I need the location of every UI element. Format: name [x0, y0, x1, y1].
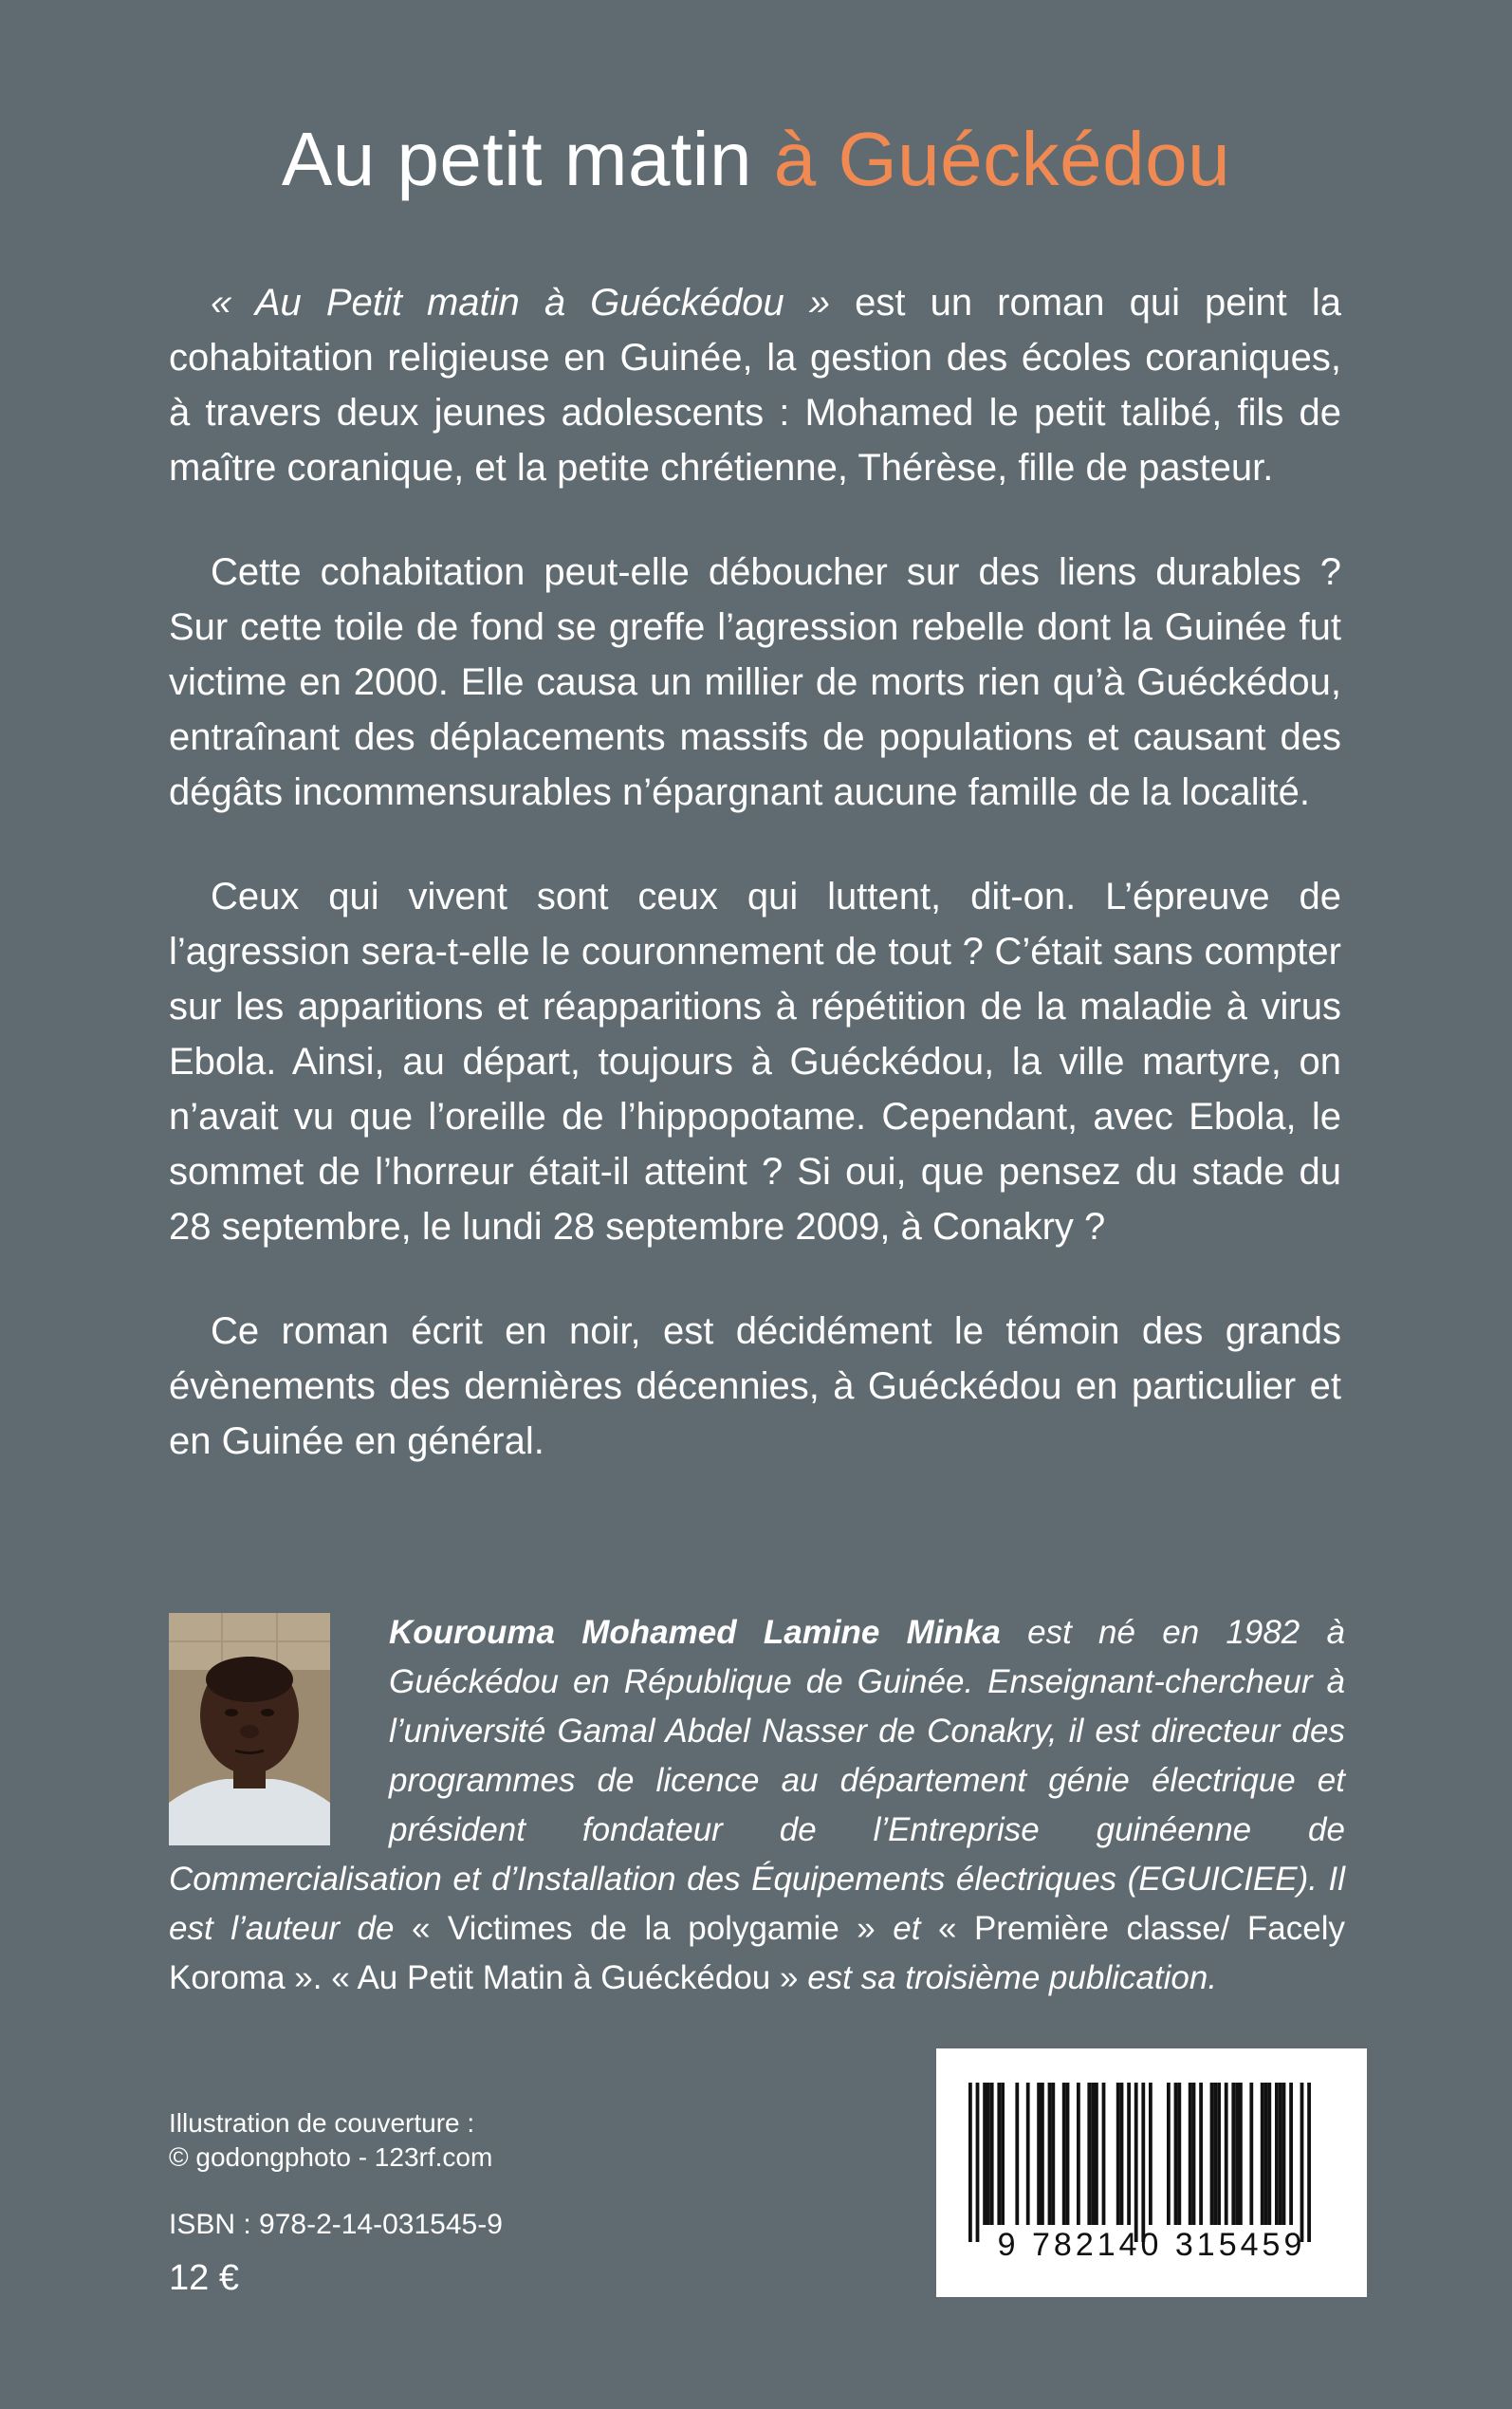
barcode-bar — [1120, 2083, 1124, 2225]
barcode-bar — [1189, 2083, 1192, 2225]
barcode-bar — [1300, 2083, 1304, 2242]
barcode-bar — [1174, 2083, 1178, 2225]
bio-book-3: « Au Petit Matin à Guéckédou » — [331, 1959, 799, 1996]
bio-text-2: et — [875, 1910, 938, 1947]
barcode-bar — [1199, 2083, 1203, 2225]
price: 12 € — [169, 2258, 239, 2298]
barcode-bar — [1177, 2083, 1181, 2225]
photo-spacer — [169, 1608, 389, 1853]
barcode-bar — [1261, 2083, 1264, 2225]
barcode-bar — [1077, 2083, 1080, 2225]
barcode-bar — [1279, 2083, 1282, 2225]
barcode-bar — [1037, 2083, 1041, 2225]
barcode-bar — [1217, 2083, 1221, 2225]
blurb-paragraph-3: Ceux qui vivent sont ceux qui luttent, dit-on. L’épreuve de l’agression sera-t-elle le couronnement de tout ? C’était sans compter sur les apparitions et réapparitions à répétition de la maladie à virus Ebola. Ainsi, au départ, toujours à Guéckédou, la ville martyre, on n’avait vu que l’oreille de l’hippopotame. Cependant, avec Ebola, le sommet de l’horreur était-il atteint ? Si oui, que pensez du stade du 28 septembre, le lundi 28 septembre 2009, à Conakry ? — [169, 876, 1341, 1248]
barcode-bar — [1192, 2083, 1196, 2225]
title-part-1: Au petit matin — [281, 117, 774, 201]
barcode-bar — [1149, 2083, 1152, 2225]
barcode-bar — [1264, 2083, 1268, 2225]
barcode-bar — [1062, 2083, 1066, 2225]
barcode-bar — [1051, 2083, 1055, 2225]
barcode-bar — [1210, 2083, 1214, 2225]
barcode-bar — [1026, 2083, 1030, 2225]
barcode-bar — [1249, 2083, 1253, 2225]
barcode-bar — [1091, 2083, 1095, 2225]
barcode-bar — [983, 2083, 986, 2225]
credit-line-2: © godongphoto - 123rf.com — [169, 2142, 493, 2172]
bio-text-3: . — [312, 1959, 332, 1996]
bio-book-2: « Première classe/ Facely Koroma » — [169, 1910, 1345, 1996]
barcode-digits: 9 782140 315459 — [997, 2227, 1306, 2263]
barcode-bar — [1066, 2083, 1070, 2225]
credit-line-1: Illustration de couverture : — [169, 2108, 475, 2138]
barcode-bar — [968, 2083, 972, 2242]
barcode-bar — [1141, 2083, 1145, 2242]
bio-text-1: est né en 1982 à Guéckédou en République de Guinée. Enseignant-chercheur à l’université Gamal Abdel Nasser de Conakry, il est directeur des programmes de licence au département génie électrique et président fondateur de l’Entreprise guinéenne de Commercialisation et d’Installation des Équipements électriques (EGUICIEE). Il est l’auteur de — [169, 1614, 1345, 1947]
barcode — [936, 2048, 1367, 2297]
book-title — [0, 116, 1512, 203]
author-bio — [169, 1608, 1345, 2003]
barcode-bar — [1225, 2083, 1228, 2225]
author-name: Kourouma Mohamed Lamine Minka — [389, 1614, 1001, 1651]
barcode-bar — [976, 2083, 980, 2242]
bio-book-1: « Victimes de la polygamie » — [411, 1910, 876, 1947]
barcode-bar — [1041, 2083, 1044, 2225]
barcode-bar — [1015, 2083, 1019, 2225]
back-cover-blurb — [169, 275, 1341, 1518]
cover-illustration-credit — [169, 2106, 492, 2175]
barcode-bar — [1289, 2083, 1293, 2225]
barcode-bar — [1095, 2083, 1098, 2225]
blurb-paragraph-1 — [169, 275, 1341, 495]
barcode-bar — [1102, 2083, 1106, 2225]
barcode-bar — [1087, 2083, 1091, 2225]
barcode-bar — [1235, 2083, 1239, 2225]
blurb-paragraph-4: Ce roman écrit en noir, est décidément le témoin des grands évènements des dernières décennies, à Guéckédou en particulier et en Guinée en général. — [169, 1310, 1341, 1462]
barcode-bar — [1213, 2083, 1217, 2225]
bio-text-4: est sa troisième publication. — [798, 1959, 1218, 1996]
barcode-bar — [1127, 2083, 1131, 2225]
blurb-paragraph-1-text: est un roman qui peint la cohabitation religieuse en Guinée, la gestion des écoles coraniques, à travers deux jeunes adolescents : Mohamed le petit talibé, fils de maître coranique, et la petite chrétienne, Thérèse, fille de pasteur. — [169, 282, 1341, 489]
barcode-bar — [997, 2083, 1001, 2225]
barcode-bar — [1267, 2083, 1271, 2225]
barcode-bar — [986, 2083, 990, 2225]
barcode-bar — [1307, 2083, 1311, 2242]
barcode-bar — [1282, 2083, 1286, 2225]
blurb-book-title: « Au Petit matin à Guéckédou » — [211, 282, 831, 324]
barcode-bar — [1239, 2083, 1243, 2225]
barcode-bar — [1275, 2083, 1279, 2225]
isbn: ISBN : 978-2-14-031545-9 — [169, 2209, 503, 2240]
barcode-bar — [1001, 2083, 1005, 2225]
barcode-bar — [1116, 2083, 1120, 2225]
title-part-2: à Guéckédou — [773, 117, 1231, 201]
blurb-paragraph-2: Cette cohabitation peut-elle déboucher sur des liens durables ? Sur cette toile de fond se greffe l’agression rebelle dont la Guinée fut victime en 2000. Elle causa un millier de morts rien qu’à Guéckédou, entraînant des déplacements massifs de populations et causant des dégâts incommensurables n’épargnant aucune famille de la localité. — [169, 551, 1341, 813]
barcode-bar — [1167, 2083, 1171, 2225]
barcode-bar — [1048, 2083, 1052, 2225]
barcode-bar — [1231, 2083, 1235, 2225]
barcode-bar — [1134, 2083, 1138, 2242]
barcode-bar — [990, 2083, 994, 2225]
